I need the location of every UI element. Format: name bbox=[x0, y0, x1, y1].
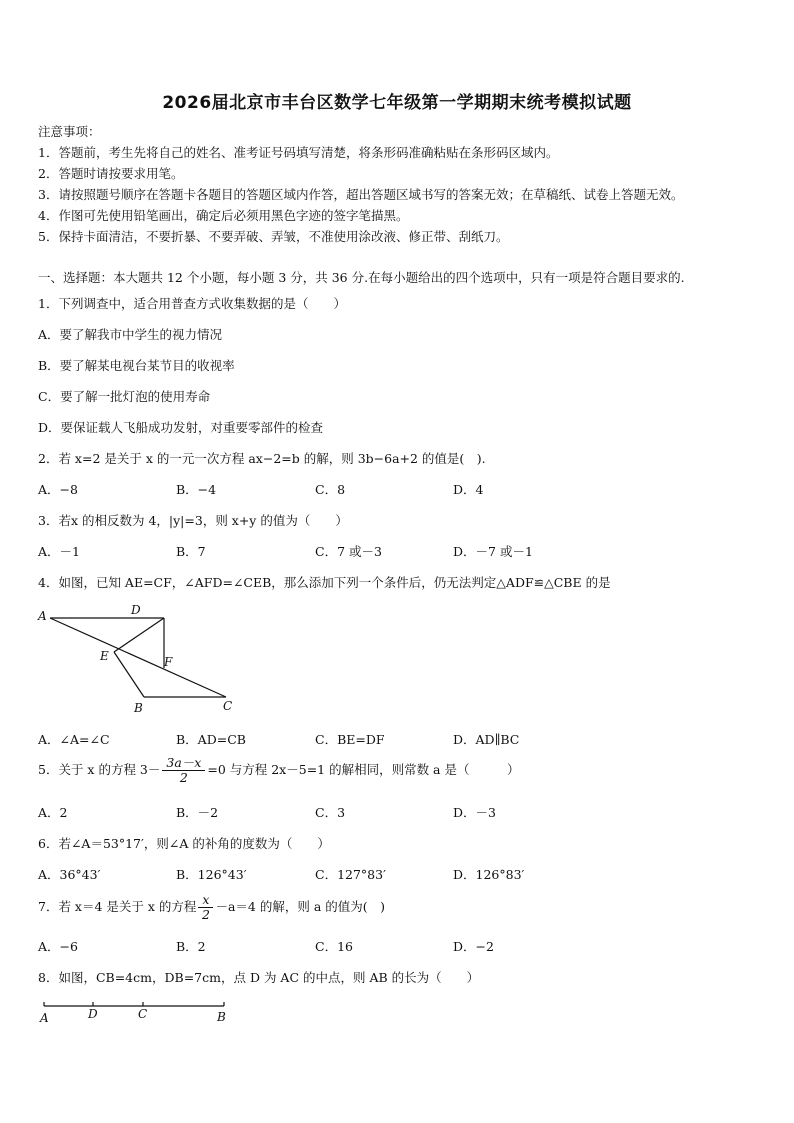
question-7-option-c: C．16 bbox=[315, 939, 353, 954]
question-8-stem: 8．如图，CB=4cm，DB=7cm，点 D 为 AC 的中点，则 AB 的长为（ ） bbox=[38, 970, 480, 985]
question-7-fraction bbox=[198, 893, 213, 922]
fraction-denominator: 2 bbox=[179, 770, 188, 785]
question-4-option-c: C．BE=DF bbox=[315, 732, 385, 747]
question-5-fraction bbox=[162, 756, 205, 785]
question-4-option-d: D．AD∥BC bbox=[453, 732, 520, 747]
page-title: 2026届北京市丰台区数学七年级第一学期期末统考模拟试题 bbox=[162, 93, 632, 113]
question-4-option-a: A．∠A=∠C bbox=[38, 732, 110, 747]
question-5-stem bbox=[38, 756, 520, 785]
question-2-option-c: C．8 bbox=[315, 482, 346, 497]
question-2-option-a: A．−8 bbox=[38, 482, 78, 497]
fraction-numerator: x bbox=[198, 893, 213, 908]
question-6-stem: 6．若∠A＝53°17′，则∠A 的补角的度数为（ ） bbox=[38, 836, 330, 851]
question-7-option-a: A．−6 bbox=[38, 939, 78, 954]
point-d-label: D bbox=[88, 1007, 98, 1021]
point-c-label: C bbox=[138, 1007, 148, 1021]
point-b-label: B bbox=[134, 701, 143, 715]
point-b-label: B bbox=[217, 1010, 226, 1024]
question-5-option-d: D．－3 bbox=[453, 805, 496, 820]
notice-heading: 注意事项： bbox=[38, 124, 101, 139]
segment-d-e bbox=[114, 618, 164, 652]
question-6-option-d: D．126°83′ bbox=[453, 867, 525, 882]
question-1-option-c: C．要了解一批灯泡的使用寿命 bbox=[38, 389, 211, 404]
question-5-option-b: B．－2 bbox=[176, 805, 219, 820]
question-1-option-a: A．要了解我市中学生的视力情况 bbox=[38, 327, 223, 342]
question-1-option-b: B．要了解某电视台某节目的收视率 bbox=[38, 358, 235, 373]
notice-item: 5．保持卡面清洁，不要折暴、不要弄破、弄皱，不准使用涂改液、修正带、刮纸刀。 bbox=[38, 229, 509, 244]
question-2-option-b: B．−4 bbox=[176, 482, 217, 497]
question-7-option-d: D．−2 bbox=[453, 939, 494, 954]
section-heading: 一、选择题：本大题共 12 个小题，每小题 3 分，共 36 分.在每小题给出的四个选项中，只有一项是符合题目要求的. bbox=[38, 270, 685, 285]
question-2-option-d: D．4 bbox=[453, 482, 484, 497]
fraction-numerator: 3a－x bbox=[162, 756, 205, 771]
point-f-label: F bbox=[164, 655, 173, 669]
question-7-option-b: B．2 bbox=[176, 939, 206, 954]
question-5-stem-post: =0 与方程 2x－5=1 的解相同，则常数 a 是（ ） bbox=[207, 762, 520, 777]
segment-ac bbox=[50, 618, 226, 697]
question-4-stem: 4．如图，已知 AE=CF，∠AFD=∠CEB，那么添加下列一个条件后，仍无法判定△ADF≌△CBE 的是 bbox=[38, 575, 611, 590]
question-4-option-b: B．AD=CB bbox=[176, 732, 246, 747]
question-8-figure bbox=[34, 996, 244, 1028]
question-3-option-c: C．7 或－3 bbox=[315, 544, 382, 559]
point-a-label: A bbox=[40, 1011, 49, 1025]
point-d-label: D bbox=[131, 603, 141, 617]
notice-item: 4．作图可先使用铅笔画出，确定后必须用黑色字迹的签字笔描黑。 bbox=[38, 208, 409, 223]
notice-item: 3．请按照题号顺序在答题卡各题目的答题区域内作答，超出答题区域书写的答案无效；在草稿纸、试卷上答题无效。 bbox=[38, 187, 684, 202]
point-a-label: A bbox=[38, 609, 47, 623]
notice-item: 2．答题时请按要求用笔。 bbox=[38, 166, 184, 181]
question-6-option-a: A．36°43′ bbox=[38, 867, 101, 882]
point-c-label: C bbox=[223, 699, 233, 713]
question-6-option-c: C．127°83′ bbox=[315, 867, 386, 882]
question-3-option-a: A．－1 bbox=[38, 544, 80, 559]
fraction-denominator: 2 bbox=[201, 907, 210, 922]
notice-item: 1．答题前，考生先将自己的姓名、准考证号码填写清楚，将条形码准确粘贴在条形码区域内。 bbox=[38, 145, 559, 160]
point-e-label: E bbox=[100, 649, 109, 663]
question-5-option-c: C．3 bbox=[315, 805, 346, 820]
question-7-stem-post: －a＝4 的解，则 a 的值为( ) bbox=[215, 899, 386, 914]
question-1-option-d: D．要保证载人飞船成功发射，对重要零部件的检查 bbox=[38, 420, 324, 435]
question-7-stem-pre: 7．若 x＝4 是关于 x 的方程 bbox=[38, 899, 197, 914]
question-3-stem: 3．若x 的相反数为 4，|y|=3，则 x+y 的值为（ ） bbox=[38, 513, 348, 528]
question-2-stem: 2．若 x=2 是关于 x 的一元一次方程 ax−2=b 的解，则 3b−6a+2 的值是( ). bbox=[38, 451, 486, 466]
question-5-option-a: A．2 bbox=[38, 805, 68, 820]
question-7-stem bbox=[38, 893, 385, 922]
question-6-option-b: B．126°43′ bbox=[176, 867, 247, 882]
question-5-stem-pre: 5．关于 x 的方程 3－ bbox=[38, 762, 161, 777]
question-1-stem: 1．下列调查中，适合用普查方式收集数据的是（ ） bbox=[38, 296, 346, 311]
question-4-figure bbox=[34, 600, 244, 715]
question-3-option-b: B．7 bbox=[176, 544, 206, 559]
question-3-option-d: D．－7 或－1 bbox=[453, 544, 533, 559]
